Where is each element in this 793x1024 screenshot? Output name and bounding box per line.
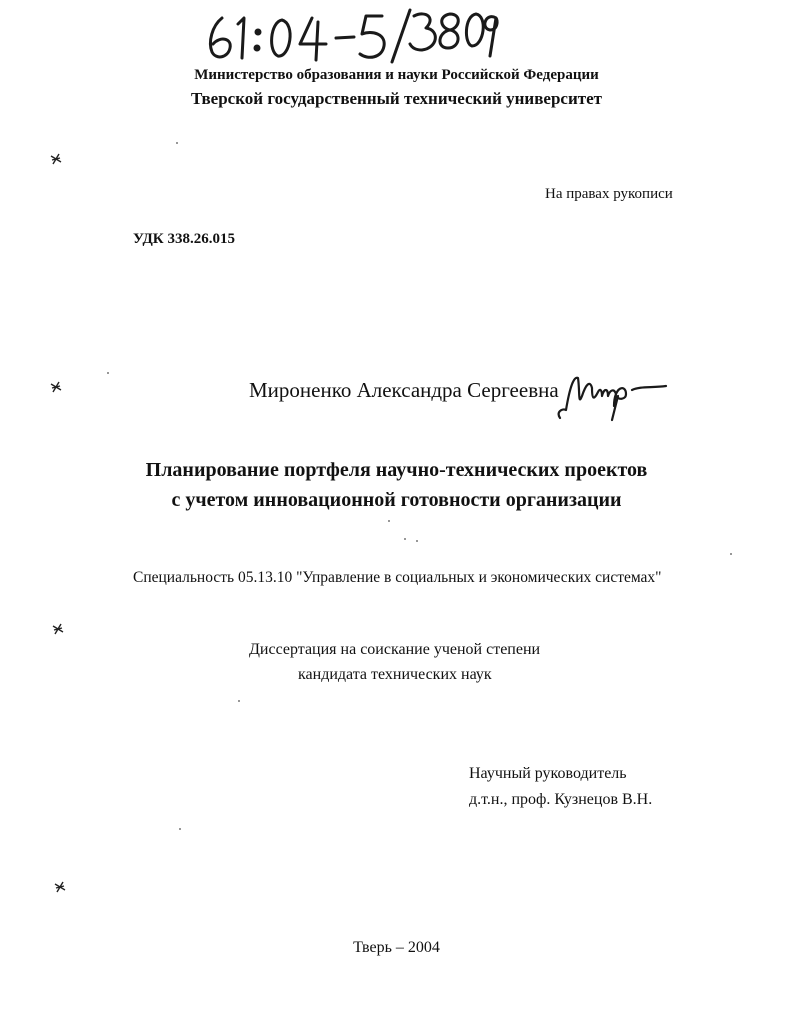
scan-speck <box>179 828 181 830</box>
scan-speck <box>404 538 406 540</box>
scan-speck <box>238 700 240 702</box>
udk-code: УДК 338.26.015 <box>133 231 235 247</box>
specialty-line: Специальность 05.13.10 "Управление в социальных и экономических системах" <box>133 569 662 586</box>
manuscript-rights-note: На правах рукописи <box>545 186 673 202</box>
scan-mark-icon <box>49 152 63 171</box>
scan-speck <box>107 372 109 374</box>
supervisor-name: д.т.н., проф. Кузнецов В.Н. <box>469 791 653 808</box>
scan-mark-icon <box>49 380 63 399</box>
scan-speck <box>388 520 390 522</box>
author-name: Мироненко Александра Сергеевна <box>249 378 559 402</box>
degree-statement-line-1: Диссертация на соискание ученой степени <box>249 641 541 658</box>
dissertation-title-line-1: Планирование портфеля научно-технических проектов <box>145 459 648 481</box>
dissertation-title-line-2: с учетом инновационной готовности организации <box>171 489 622 511</box>
handwritten-archive-number <box>200 4 500 66</box>
university-name: Тверской государственный технический университет <box>191 89 602 108</box>
scan-speck <box>416 540 418 542</box>
supervisor-label: Научный руководитель <box>469 765 627 782</box>
ministry-name: Министерство образования и науки Российской Федерации <box>194 67 599 83</box>
scan-speck <box>730 553 732 555</box>
degree-statement-line-2: кандидата технических наук <box>298 666 492 683</box>
city-year: Тверь – 2004 <box>353 939 440 956</box>
scan-mark-icon <box>53 880 67 899</box>
scan-speck <box>176 142 178 144</box>
scan-mark-icon <box>51 622 65 641</box>
author-signature <box>548 366 678 428</box>
